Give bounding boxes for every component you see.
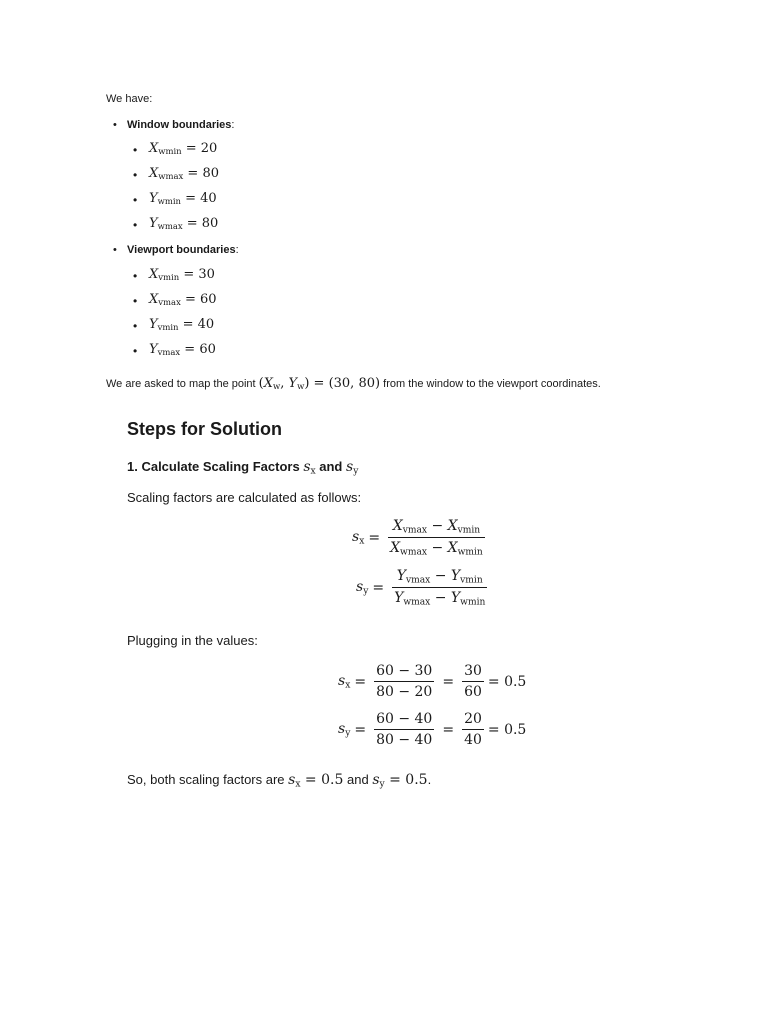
result: = 0.5 [487,673,527,690]
var: Y [149,191,158,206]
value: = 20 [185,141,218,156]
bullet-icon: • [133,218,138,232]
fraction [374,663,434,700]
result: = 0.5 [487,721,527,738]
calc-sx [338,663,526,700]
scaling-description: Scaling factors are calculated as follows: [127,490,362,505]
intro-text: We have: [106,93,153,105]
plugging-text: Plugging in the values: [127,633,258,648]
subscript: wmin [158,146,182,157]
var: X [149,141,159,156]
calc-lhs: $s_x$ [338,672,351,691]
value: = 30 [183,267,215,282]
window-boundaries-colon: : [231,119,235,131]
conclusion-end: . [427,772,432,787]
fraction [374,711,434,748]
bullet-icon: • [113,244,117,256]
denominator: 60 [462,681,484,700]
subscript: wmin [157,196,181,207]
denominator: $X_{wmax} - X_{wmin}$ [388,537,485,557]
var: Y [149,317,158,332]
numerator: $X_{vmax} - X_{vmin}$ [392,518,481,536]
formula-sy [356,568,491,608]
value: = 40 [185,191,217,206]
numerator: 30 [464,663,482,679]
fraction [462,663,484,700]
equals-sign: = [372,579,385,596]
formula-lhs: $s_x$ [352,529,365,547]
numerator: 20 [464,711,482,727]
equals-sign: = [354,673,367,690]
denominator: $Y_{wmax} - Y_{wmin}$ [392,587,487,607]
var: X [149,292,159,307]
calc-lhs: $s_y$ [338,720,351,739]
value: = 80 [187,166,219,181]
point-expression: ($X_w$, $Y_w) = (30$, 80) [258,376,381,392]
window-boundaries-label: Window boundaries [127,119,232,131]
step-heading [127,459,358,476]
asked-after: from the window to the viewport coordinates. [383,378,601,390]
subscript: wmax [158,171,184,182]
asked-paragraph [106,376,601,391]
denominator: 80 − 20 [374,681,434,700]
conclusion-and: and [347,772,369,787]
calc-sy [338,711,526,748]
subscript: vmax [158,297,181,308]
denominator: 40 [462,729,484,748]
subscript: vmin [157,322,179,333]
value: = 60 [184,292,217,307]
bullet-icon: • [133,193,138,207]
formula-lhs: $s_y$ [356,579,369,597]
bullet-icon: • [133,269,138,283]
equals-sign: = [368,529,381,546]
sy-result: $s_y = 0.5$ [372,772,428,790]
step-heading-and: and [319,459,343,474]
sy-symbol: $s_y$ [346,459,359,477]
bullet-icon: • [133,168,138,182]
bullet-icon: • [133,294,138,308]
subscript: vmin [158,272,180,283]
sx-symbol: $s_x$ [303,459,316,477]
subscript: vmax [157,347,181,358]
asked-before: We are asked to map the point [106,378,256,390]
equals-sign: = [442,721,455,738]
var: Y [149,342,158,357]
fraction [462,711,484,748]
numerator: $Y_{vmax} - Y_{vmin}$ [396,568,483,586]
fraction [388,518,485,558]
conclusion-before: So, both scaling factors are [127,772,285,787]
fraction [392,568,487,608]
viewport-boundaries-colon: : [235,244,239,256]
section-title: Steps for Solution [127,419,282,439]
bullet-icon: • [133,319,138,333]
bullet-icon: • [113,119,117,131]
value: = 60 [184,342,216,357]
value: = 40 [182,317,215,332]
viewport-boundaries-label: Viewport boundaries [127,244,236,256]
formula-sx [352,518,489,558]
bullet-icon: • [133,344,138,358]
numerator: 60 − 30 [376,663,433,679]
var: X [149,166,159,181]
equals-sign: = [354,721,367,738]
equals-sign: = [442,673,455,690]
step-heading-text: 1. Calculate Scaling Factors [127,459,300,474]
sx-result: $s_x = 0.5$ [288,772,344,790]
conclusion [127,772,431,789]
denominator: 80 − 40 [374,729,434,748]
var: Y [149,216,158,231]
value: = 80 [186,216,219,231]
numerator: 60 − 40 [376,711,433,727]
var: X [149,267,159,282]
bullet-icon: • [133,143,138,157]
subscript: wmax [157,221,183,232]
